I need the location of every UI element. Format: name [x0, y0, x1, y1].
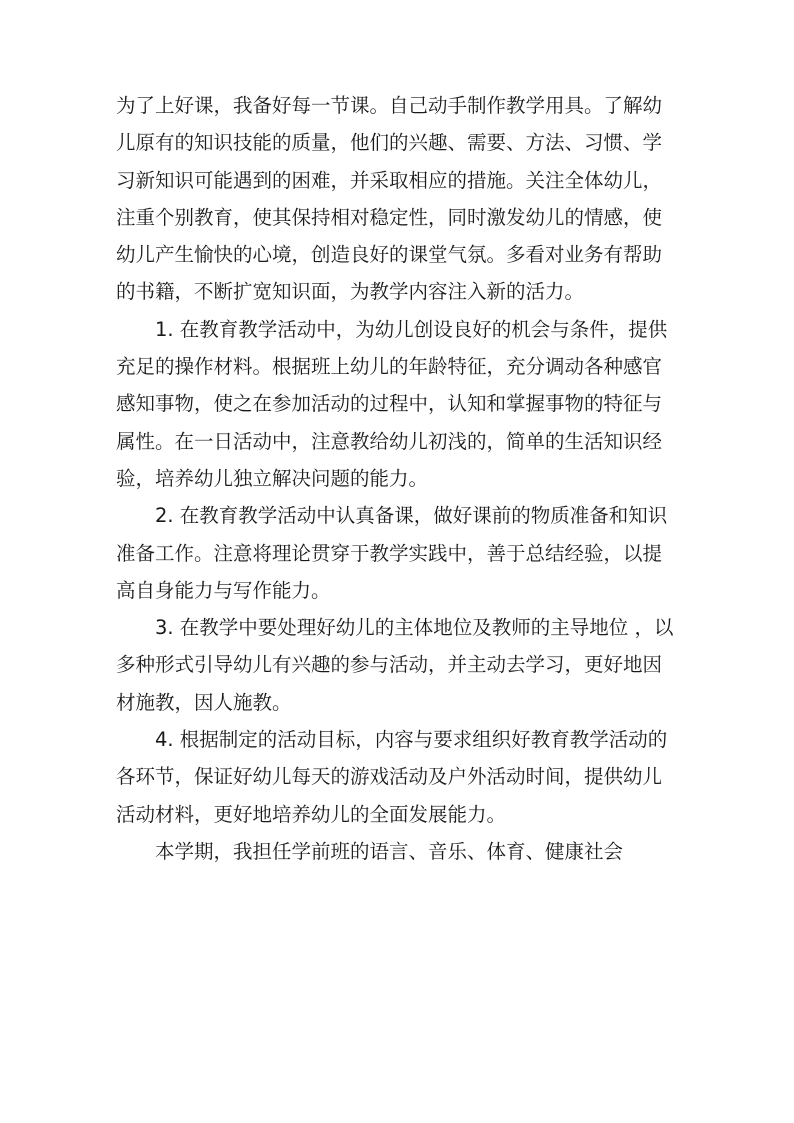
paragraph-teaching-preparation: 为了上好课，我备好每一节课。自己动手制作教学用具。了解幼儿原有的知识技能的质量，他们的兴趣、需要、方法、习惯、学习新知识可能遇到的困难，并采取相应的措施。关注全体幼儿，注重个别教育，使其保持相对稳定性，同时激发幼儿的情感，使幼儿产生愉快的心境，创造良好的课堂气氛。多看对业务有帮助的书籍，不断扩宽知识面，为教学内容注入新的活力。	[116, 94, 663, 304]
paragraph-item-1: 1. 在教育教学活动中，为幼儿创设良好的机会与条件，提供充足的操作材料。根据班上幼儿的年龄特征，充分调动各种感官感知事物，使之在参加活动的过程中，认知和掌握事物的特征与属性。在一日活动中，注意教给幼儿初浅的，简单的生活知识经验，培养幼儿独立解决问题的能力。	[116, 317, 668, 490]
paragraph-item-4: 4. 根据制定的活动目标，内容与要求组织好教育教学活动的各环节，保证好幼儿每天的游戏活动及户外活动时间，提供幼儿活动材料，更好地培养幼儿的全面发展能力。	[116, 728, 668, 826]
document-body	[116, 87, 681, 870]
paragraph-item-3: 3. 在教学中要处理好幼儿的主体地位及教师的主导地位 ，以多种形式引导幼儿有兴趣的参与活动，并主动去学习，更好地因材施教，因人施教。	[116, 616, 674, 714]
paragraph-semester-duties: 本学期，我担任学前班的语言、音乐、体育、健康社会	[155, 839, 624, 863]
paragraph-item-2: 2. 在教育教学活动中认真备课，做好课前的物质准备和知识准备工作。注意将理论贯穿于教学实践中，善于总结经验，以提高自身能力与写作能力。	[116, 504, 668, 602]
